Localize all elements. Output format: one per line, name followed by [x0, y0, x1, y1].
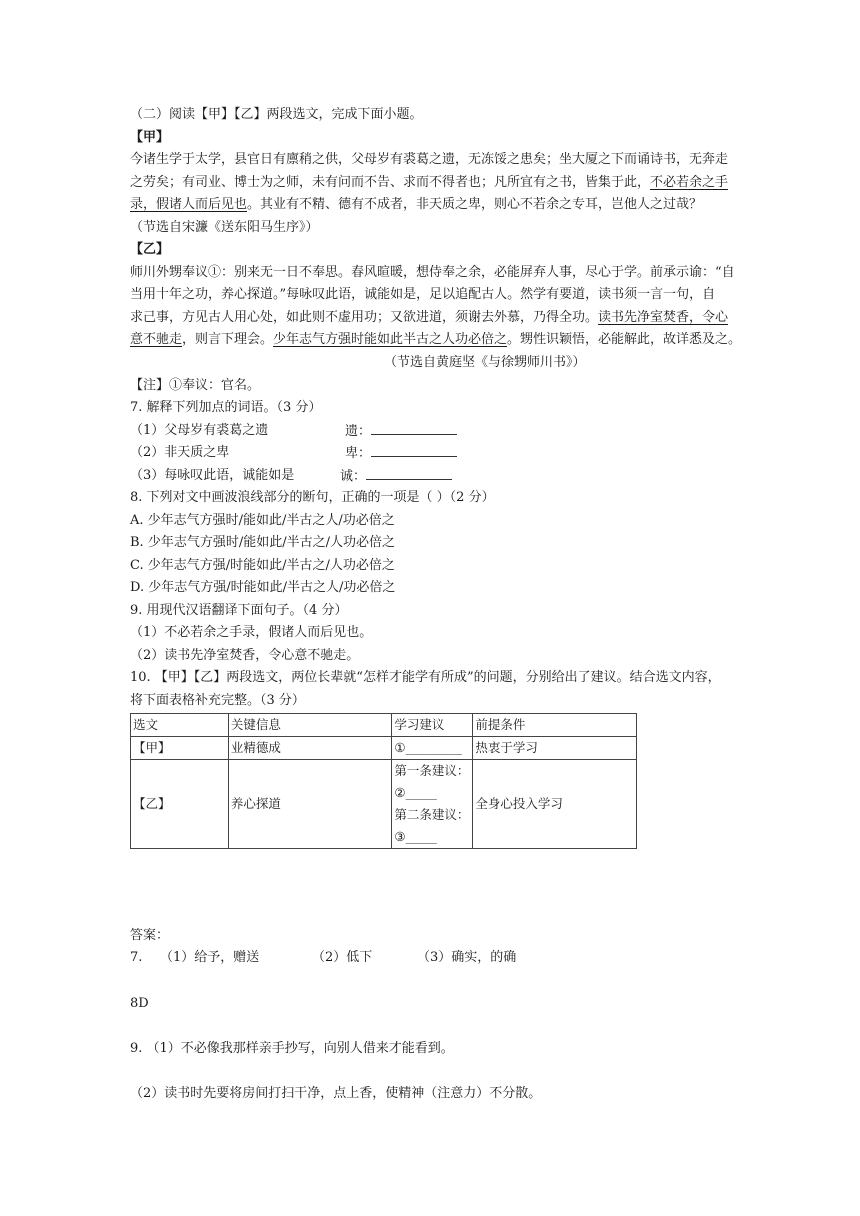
passage-b-line-4-mid: ，则言下理会。 — [182, 332, 274, 347]
table-cell: 热衷于学习 — [473, 737, 637, 760]
passage-b-line-1: 师川外甥奉议①：别来无一日不奉思。春风暄暖，想侍奉之余，必能屏弃人事，尽心于学。前承示谕：“自 — [130, 265, 735, 280]
q8-option-d: D. 少年志气方强/时能如此/半古之人/功必倍之 — [130, 580, 396, 595]
passage-b-line-4-text: 。甥性识颖悟，必能解此，故详悉及之。 — [507, 332, 742, 347]
q7-item-2-answer — [345, 442, 457, 465]
section-title: （二）阅读【甲】【乙】两段选文，完成下面小题。 — [130, 107, 423, 122]
q7-item-2-word: 卑： — [345, 446, 372, 461]
q7-item-3-blank[interactable] — [366, 465, 452, 480]
answer-9-2: （2）读书时先要将房间打扫干净，点上香，使精神（注意力）不分散。 — [130, 1086, 542, 1101]
passage-a-line-3 — [130, 194, 702, 216]
q8-option-b: B. 少年志气方强时/能如此/半古之/人功必倍之 — [130, 535, 395, 550]
q7-item-3-answer — [340, 465, 452, 488]
answer-7-1: （1）给予，赠送 — [160, 950, 260, 965]
q8-stem: 8. 下列对文中画波浪线部分的断句，正确的一项是（ ）（2 分） — [130, 490, 495, 505]
passage-b-line-4 — [130, 329, 741, 351]
suggestion-1-blank[interactable]: ②_____ — [394, 785, 437, 800]
table-cell: 【乙】 — [131, 760, 229, 849]
answer-7-3: （3）确实，的确 — [417, 950, 517, 965]
suggestion-2-blank[interactable]: ③_____ — [394, 829, 437, 844]
q7-item-3-word: 诚： — [340, 469, 367, 484]
q10-stem-2: 将下面表格补充完整。（3 分） — [130, 693, 305, 708]
passage-b-wavy-line: 少年志气方强时能如此半古之人功必倍之 — [273, 332, 508, 347]
q9-item-2: （2）读书先净室焚香，令心意不驰走。 — [130, 648, 360, 663]
suggestion-1-label: 第一条建议： — [394, 763, 470, 778]
answer-7-num: 7. — [130, 950, 143, 965]
table-header-cell: 学习建议 — [392, 714, 473, 737]
q9-item-1: （1）不必若余之手录，假诸人而后见也。 — [130, 625, 373, 640]
table-header-cell: 关键信息 — [228, 714, 392, 737]
table-cell: 业精德成 — [228, 737, 392, 760]
q7-item-2-blank[interactable] — [371, 442, 457, 457]
q7-item-1-word: 遗： — [345, 424, 372, 439]
passage-b-underline-1: 读书先净室焚香，令心 — [598, 310, 729, 325]
table-header-row — [131, 714, 637, 737]
table-cell: 全身心投入学习 — [473, 760, 637, 849]
passage-b-label: 【乙】 — [130, 242, 170, 257]
passage-b-line-2: 当用十年之功，养心探道。”每咏叹此语，诚能如是，足以追配古人。然学有要道，读书须一言一句，自 — [130, 287, 716, 302]
table-cell: 养心探道 — [228, 760, 392, 849]
q7-item-1-answer — [345, 420, 457, 443]
table-header-cell: 选文 — [131, 714, 229, 737]
q9-stem: 9. 用现代汉语翻译下面句子。（4 分） — [130, 603, 348, 618]
passage-b-line-3-text: 求己事，方见古人用心处，如此则不虚用功；又欲进道，须谢去外慕，乃得全功。 — [130, 310, 599, 325]
q7-item-3: （3）每咏叹此语，诚能如是 — [130, 468, 295, 483]
suggestion-2-label: 第二条建议： — [394, 807, 470, 822]
q7-item-1-blank[interactable] — [371, 420, 457, 435]
table-cell: 【甲】 — [131, 737, 229, 760]
passage-a-line-2 — [130, 172, 728, 194]
answers-heading: 答案： — [130, 928, 170, 943]
table-row — [131, 760, 637, 849]
q8-option-a: A. 少年志气方强时/能如此/半古之人/功必倍之 — [130, 513, 395, 528]
q10-stem-1: 10. 【甲】【乙】两段选文，两位长辈就“怎样才能学有所成”的问题，分别给出了建议。结合选文内容， — [130, 670, 721, 685]
table-cell-blank-1[interactable]: ①_________ — [392, 737, 473, 760]
passage-a-line-1: 今诸生学于太学，县官日有廪稍之供，父母岁有裘葛之遗，无冻馁之患矣；坐大厦之下而诵诗书，无奔走 — [130, 152, 729, 167]
table-cell-suggestions[interactable] — [392, 760, 473, 849]
answer-9-1: 9. （1）不必像我那样亲手抄写，向别人借来才能看到。 — [130, 1041, 454, 1056]
q8-option-c: C. 少年志气方强/时能如此/半古之/人功必倍之 — [130, 558, 395, 573]
passage-a-source: （节选自宋濂《送东阳马生序》） — [130, 220, 319, 235]
answer-7-2: （2）低下 — [312, 950, 373, 965]
passage-b-underline-2: 意不驰走 — [130, 332, 183, 347]
q10-table — [130, 713, 637, 849]
passage-b-line-3 — [130, 307, 728, 329]
passage-a-line-2-text: 之劳矣；有司业、博士为之师，未有问而不告、求而不得者也；凡所宜有之书，皆集于此， — [130, 175, 651, 190]
passage-b-source: （节选自黄庭坚《与徐甥师川书》） — [384, 355, 586, 370]
passage-a-line-3-text: 。其业有不精、德有不成者，非天质之卑，则心不若余之专耳，岂他人之过哉？ — [247, 197, 703, 212]
answer-8: 8D — [130, 996, 149, 1011]
passage-a-underline-1: 不必若余之手 — [650, 175, 729, 190]
passage-a-label: 【甲】 — [130, 130, 170, 145]
q7-item-1: （1）父母岁有裘葛之遗 — [130, 423, 269, 438]
passage-a-underline-2: 录，假诸人而后见也 — [130, 197, 248, 212]
q7-item-2: （2）非天质之卑 — [130, 445, 230, 460]
note: 【注】①奉议：官名。 — [130, 378, 261, 393]
table-row — [131, 737, 637, 760]
table-header-cell: 前提条件 — [473, 714, 637, 737]
q7-stem: 7. 解释下列加点的词语。（3 分） — [130, 400, 322, 415]
